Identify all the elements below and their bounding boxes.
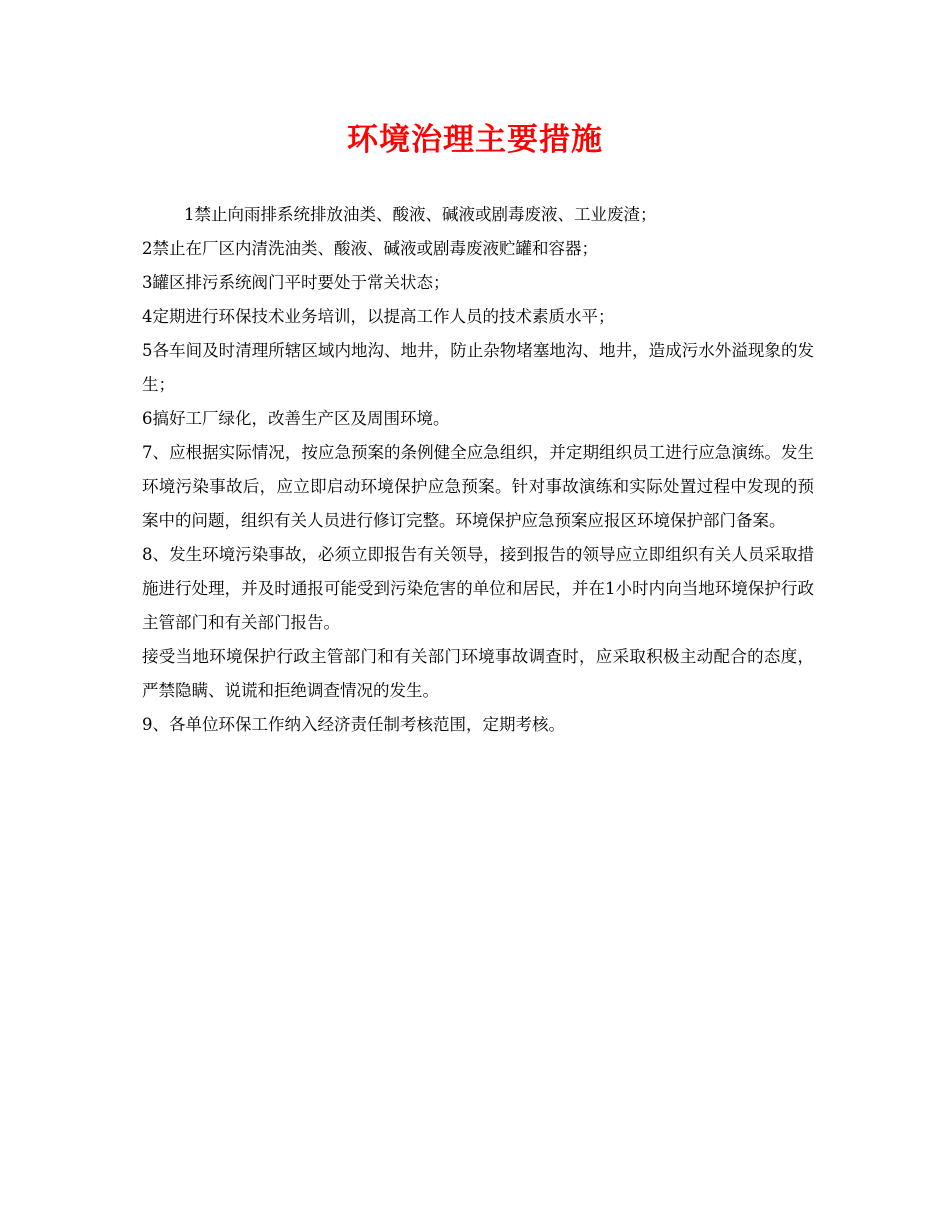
paragraph-8: 8、发生环境污染事故，必须立即报告有关领导，接到报告的领导应立即组织有关人员采取措施进行处理，并及时通报可能受到污染危害的单位和居民，并在1小时内向当地环境保护行政主管部门和有关部门报告。 xyxy=(142,545,814,632)
paragraph-8-continued: 接受当地环境保护行政主管部门和有关部门环境事故调查时，应采取积极主动配合的态度，严禁隐瞒、说谎和拒绝调查情况的发生。 xyxy=(142,647,814,700)
paragraph-3: 3罐区排污系统阀门平时要处于常关状态； xyxy=(142,273,450,292)
paragraph-9: 9、各单位环保工作纳入经济责任制考核范围，定期考核。 xyxy=(142,715,565,734)
paragraph-7: 7、应根据实际情况，按应急预案的条例健全应急组织，并定期组织员工进行应急演练。发生环境污染事故后，应立即启动环境保护应急预案。针对事故演练和实际处置过程中发现的预案中的问题，组织有关人员进行修订完整。环境保护应急预案应报区环境保护部门备案。 xyxy=(142,443,814,530)
paragraph-4: 4定期进行环保技术业务培训，以提高工作人员的技术素质水平； xyxy=(142,307,615,326)
paragraph-1: 1禁止向雨排系统排放油类、酸液、碱液或剧毒废液、工业废渣； xyxy=(184,205,657,224)
document-body xyxy=(142,198,814,742)
page-title: 环境治理主要措施 xyxy=(347,122,603,158)
paragraph-6: 6搞好工厂绿化，改善生产区及周围环境。 xyxy=(142,409,450,428)
paragraph-5: 5各车间及时清理所辖区域内地沟、地井，防止杂物堵塞地沟、地井，造成污水外溢现象的发生； xyxy=(142,341,814,394)
paragraph-2: 2禁止在厂区内清洗油类、酸液、碱液或剧毒废液贮罐和容器； xyxy=(142,239,598,258)
